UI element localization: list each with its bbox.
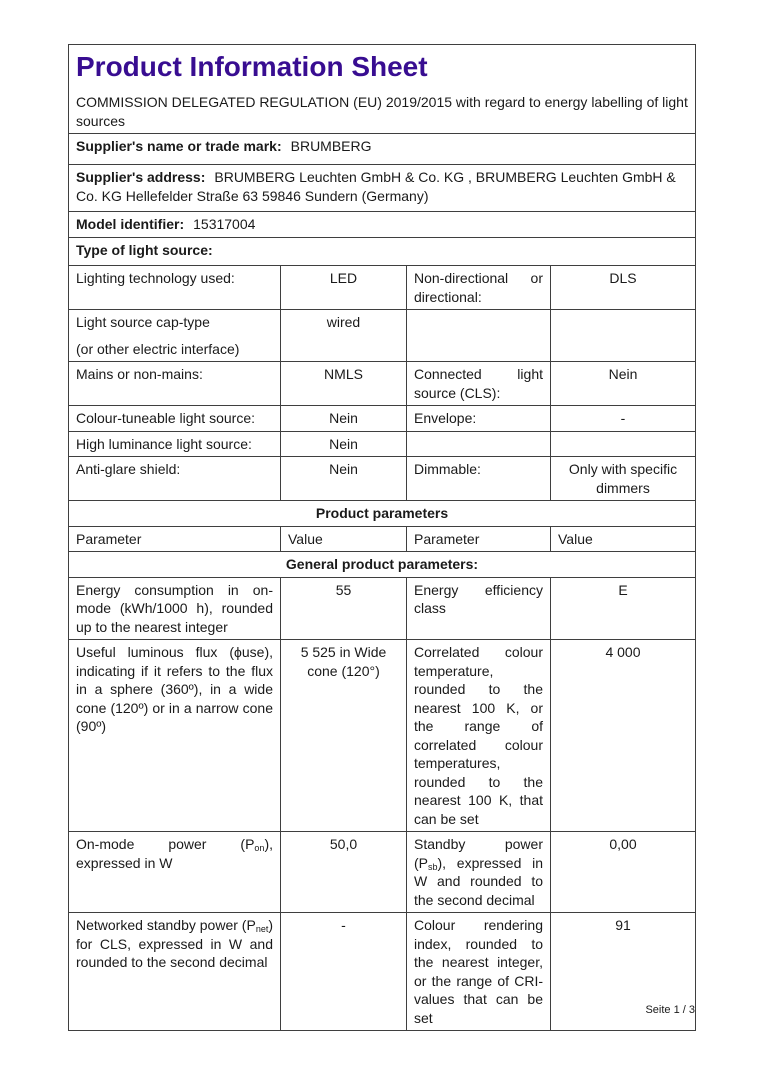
page-title: Product Information Sheet <box>76 51 428 82</box>
param-cell: Anti-glare shield: <box>69 457 281 501</box>
value-cell: 4 000 <box>551 640 696 832</box>
param-line-1: Light source cap-type <box>76 314 210 330</box>
value-cell: Nein <box>281 457 407 501</box>
type-of-light-source-label: Type of light source: <box>76 242 213 258</box>
value-cell: - <box>551 406 696 432</box>
param-line-2: (or other electric interface) <box>76 340 240 357</box>
table-row <box>69 212 696 238</box>
table-row <box>69 552 696 578</box>
value-cell: NMLS <box>281 362 407 406</box>
param-cell: Dimmable: <box>407 457 551 501</box>
value-cell: 55 <box>281 577 407 640</box>
table-row <box>69 134 696 165</box>
column-header: Parameter <box>407 526 551 552</box>
table-row <box>69 577 696 640</box>
value-cell: DLS <box>551 266 696 310</box>
value-cell: 50,0 <box>281 832 407 913</box>
model-identifier-label: Model identifier: <box>76 216 185 232</box>
model-identifier-value: 15317004 <box>193 216 256 232</box>
section-header: Product parameters <box>69 501 696 527</box>
supplier-name-cell <box>69 134 696 165</box>
param-cell: Energy efficiency class <box>407 577 551 640</box>
table-row <box>69 362 696 406</box>
table-row <box>69 266 696 310</box>
param-cell: Lighting technology used: <box>69 266 281 310</box>
value-cell: 0,00 <box>551 832 696 913</box>
supplier-address-cell <box>69 165 696 212</box>
param-cell <box>69 310 281 362</box>
param-cell: Energy consumption in on-mode (kWh/1000 h), rounded up to the nearest integer <box>69 577 281 640</box>
title-cell <box>69 45 696 134</box>
regulation-text: COMMISSION DELEGATED REGULATION (EU) 2019/2015 with regard to energy labelling of light sources <box>76 94 688 129</box>
param-cell: Networked standby power $(P_{net})$ for CLS, expressed in W and rounded to the second decimal <box>69 913 281 1031</box>
param-cell: Mains or non-mains: <box>69 362 281 406</box>
product-info-table <box>68 44 696 1031</box>
table-row <box>69 45 696 134</box>
value-cell: Nein <box>281 406 407 432</box>
value-cell: E <box>551 577 696 640</box>
table-row <box>69 310 696 362</box>
param-cell <box>407 310 551 362</box>
table-row <box>69 640 696 832</box>
value-cell: wired <box>281 310 407 362</box>
table-row <box>69 238 696 266</box>
param-cell: High luminance light source: <box>69 431 281 457</box>
column-header: Value <box>551 526 696 552</box>
param-cell: Standby power $(P_{sb})$, expressed in W and rounded to the second decimal <box>407 832 551 913</box>
param-cell: Correlated colour temperature, rounded to the nearest 100 K, or the range of correlated colour temperatures, rounded to the nearest 100 K, that can be set <box>407 640 551 832</box>
value-cell: Nein <box>551 362 696 406</box>
param-cell: Connected light source (CLS): <box>407 362 551 406</box>
value-cell: - <box>281 913 407 1031</box>
supplier-address-label: Supplier's address: <box>76 169 206 185</box>
param-cell <box>407 431 551 457</box>
table-row <box>69 457 696 501</box>
subsection-header: General product parameters: <box>69 552 696 578</box>
param-cell: Colour rendering index, rounded to the nearest integer, or the range of CRI-values that can be set <box>407 913 551 1031</box>
table-row <box>69 832 696 913</box>
value-cell: Nein <box>281 431 407 457</box>
table-row <box>69 526 696 552</box>
value-cell: 91 <box>551 913 696 1031</box>
model-identifier-cell <box>69 212 696 238</box>
supplier-name-label: Supplier's name or trade mark: <box>76 138 282 154</box>
table-row <box>69 501 696 527</box>
supplier-address-value: BRUMBERG Leuchten GmbH & Co. KG , BRUMBERG Leuchten GmbH & Co. KG Hellefelder Straße 63 59846 Sundern (Germany) <box>76 169 676 204</box>
value-cell <box>551 431 696 457</box>
supplier-name-value: BRUMBERG <box>290 138 372 154</box>
param-cell: Colour-tuneable light source: <box>69 406 281 432</box>
table-row <box>69 165 696 212</box>
value-cell: Only with specific dimmers <box>551 457 696 501</box>
param-cell: Useful luminous flux (ϕuse), indicating if it refers to the flux in a sphere (360º), in a wide cone (120º) or in a narrow cone (90º) <box>69 640 281 832</box>
column-header: Value <box>281 526 407 552</box>
value-cell: LED <box>281 266 407 310</box>
page-number: Seite 1 / 3 <box>645 1004 695 1016</box>
param-cell: On-mode power $(P_{on})$, expressed in W <box>69 832 281 913</box>
type-of-light-source-cell <box>69 238 696 266</box>
param-cell: Non-directional or directional: <box>407 266 551 310</box>
param-cell: Envelope: <box>407 406 551 432</box>
table-row <box>69 406 696 432</box>
value-cell: 5 525 in Wide cone (120°) <box>281 640 407 832</box>
column-header: Parameter <box>69 526 281 552</box>
table-row <box>69 431 696 457</box>
value-cell <box>551 310 696 362</box>
